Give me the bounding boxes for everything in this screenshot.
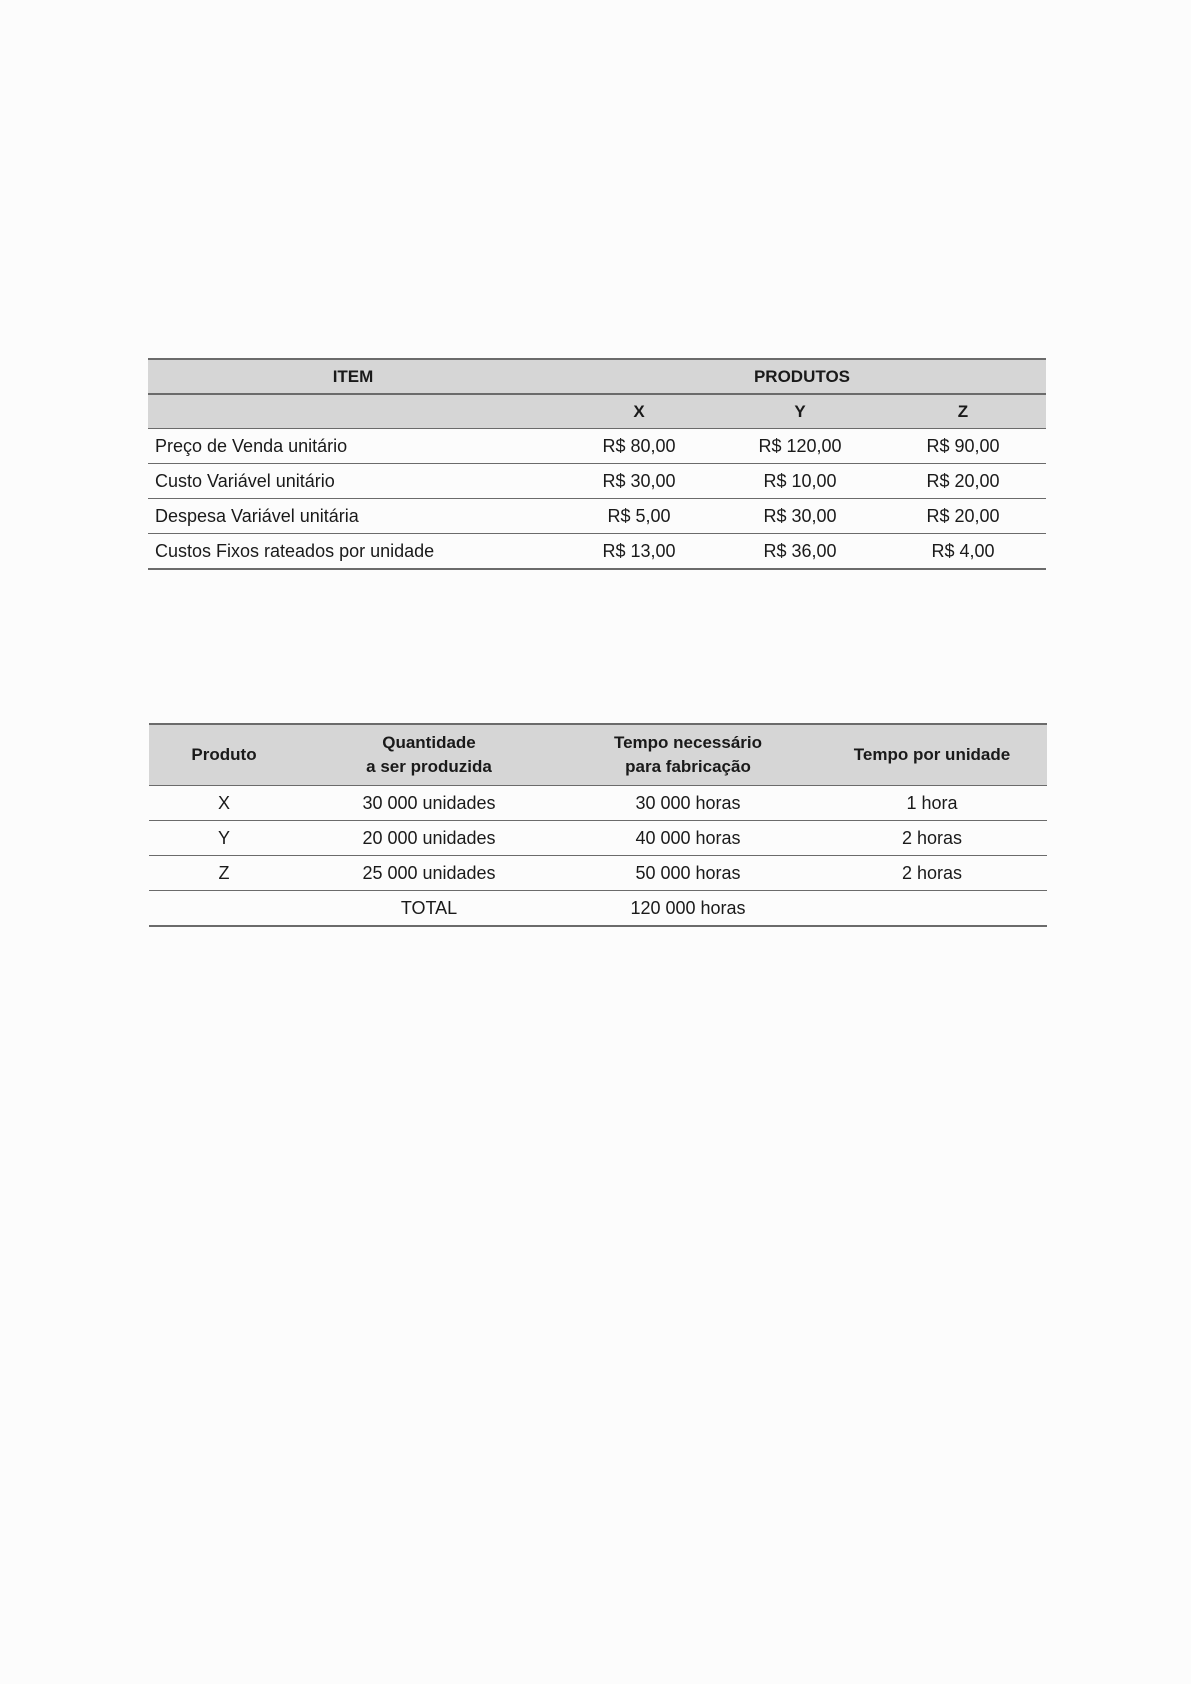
total-tempo: 120 000 horas xyxy=(559,891,817,927)
row-label: Custo Variável unitário xyxy=(148,464,558,499)
subheader-row xyxy=(148,394,1046,429)
header-produtos: PRODUTOS xyxy=(558,359,1046,394)
header-quantidade xyxy=(299,724,559,786)
table-row xyxy=(148,534,1046,570)
table-row xyxy=(148,499,1046,534)
cell-quantidade: 20 000 unidades xyxy=(299,821,559,856)
cell-tempo: 50 000 horas xyxy=(559,856,817,891)
header-row xyxy=(149,724,1047,786)
header-tempo xyxy=(559,724,817,786)
cell-total-blank xyxy=(149,891,299,927)
header-tempo-line1: Tempo necessário xyxy=(613,733,763,752)
header-produto: Produto xyxy=(149,724,299,786)
row-label: Despesa Variável unitária xyxy=(148,499,558,534)
row-label: Custos Fixos rateados por unidade xyxy=(148,534,558,570)
cell-unidade: 2 horas xyxy=(817,856,1047,891)
header-item: ITEM xyxy=(148,359,558,394)
header-product-y: Y xyxy=(720,394,880,429)
cell-x: R$ 13,00 xyxy=(558,534,720,570)
table-row xyxy=(148,429,1046,464)
production-time-table xyxy=(149,723,1047,927)
cell-produto: Z xyxy=(149,856,299,891)
cell-x: R$ 30,00 xyxy=(558,464,720,499)
total-label: TOTAL xyxy=(299,891,559,927)
cell-y: R$ 36,00 xyxy=(720,534,880,570)
cell-unidade: 1 hora xyxy=(817,786,1047,821)
table-row xyxy=(148,464,1046,499)
total-row xyxy=(149,891,1047,927)
cell-tempo: 40 000 horas xyxy=(559,821,817,856)
cell-produto: X xyxy=(149,786,299,821)
cell-quantidade: 25 000 unidades xyxy=(299,856,559,891)
header-row xyxy=(148,359,1046,394)
cell-z: R$ 20,00 xyxy=(880,464,1046,499)
header-quantidade-line2: a ser produzida xyxy=(366,757,492,776)
cell-x: R$ 5,00 xyxy=(558,499,720,534)
cell-unidade: 2 horas xyxy=(817,821,1047,856)
table-row xyxy=(149,786,1047,821)
table-row xyxy=(149,821,1047,856)
cell-total-blank-2 xyxy=(817,891,1047,927)
cell-produto: Y xyxy=(149,821,299,856)
header-product-z: Z xyxy=(880,394,1046,429)
cell-x: R$ 80,00 xyxy=(558,429,720,464)
product-cost-table xyxy=(148,358,1046,570)
table-row xyxy=(149,856,1047,891)
header-tempo-unidade: Tempo por unidade xyxy=(817,724,1047,786)
header-item-blank xyxy=(148,394,558,429)
cell-z: R$ 90,00 xyxy=(880,429,1046,464)
cell-z: R$ 4,00 xyxy=(880,534,1046,570)
cell-y: R$ 30,00 xyxy=(720,499,880,534)
header-quantidade-line1: Quantidade xyxy=(382,733,476,752)
row-label: Preço de Venda unitário xyxy=(148,429,558,464)
cell-y: R$ 120,00 xyxy=(720,429,880,464)
cell-tempo: 30 000 horas xyxy=(559,786,817,821)
cell-y: R$ 10,00 xyxy=(720,464,880,499)
header-product-x: X xyxy=(558,394,720,429)
cell-z: R$ 20,00 xyxy=(880,499,1046,534)
header-tempo-line2: para fabricação xyxy=(625,757,751,776)
cell-quantidade: 30 000 unidades xyxy=(299,786,559,821)
